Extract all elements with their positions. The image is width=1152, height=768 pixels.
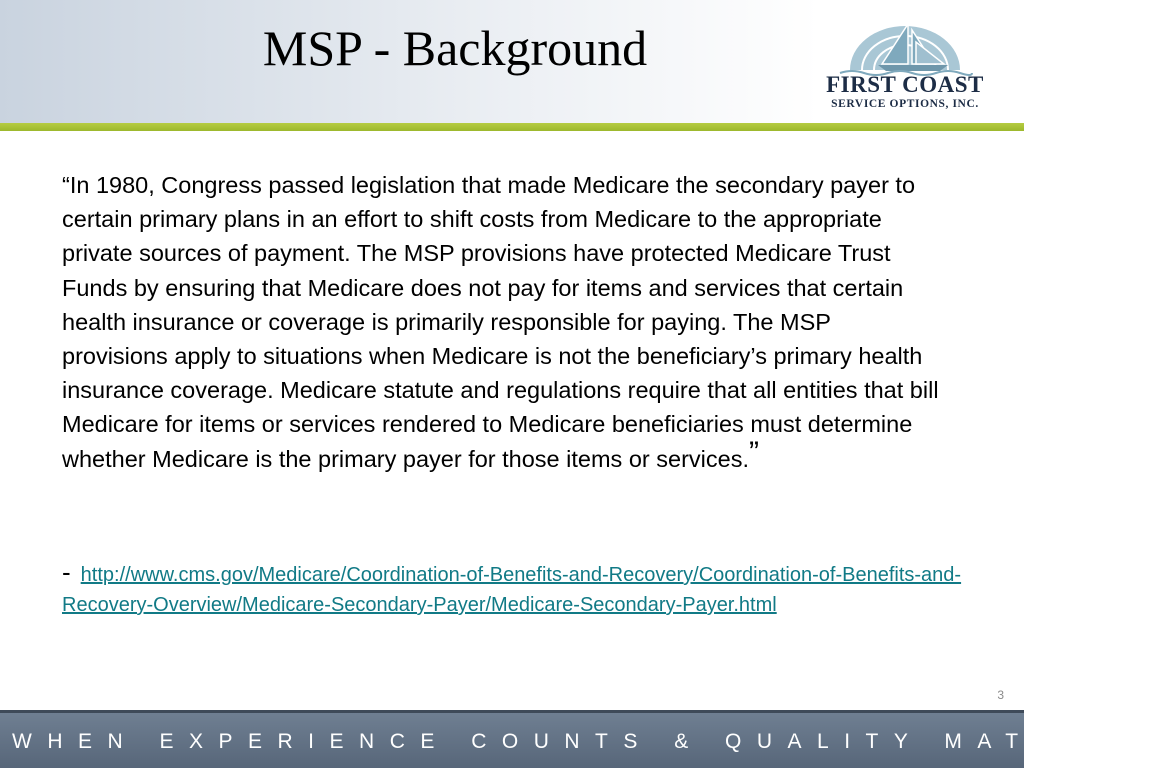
footer-band	[0, 710, 1152, 768]
logo-name: FIRST COAST	[826, 72, 984, 97]
header-divider	[0, 123, 1024, 131]
quote-text: “In 1980, Congress passed legislation that made Medicare the secondary payer to certain primary plans in an effort to shift costs from Medicare to the appropriate private sources of payment. The MSP provisions have protected Medicare Trust Funds by ensuring that Medicare does not pay for items and services that certain health insurance or coverage is primarily responsible for paying. The MSP provisions apply to situations when Medicare is not the beneficiary’s primary health insurance coverage. Medicare statute and regulations require that all entities that bill Medicare for items or services rendered to Medicare beneficiaries must determine whether Medicare is the primary payer for those items or services.	[62, 172, 939, 472]
logo-subname: SERVICE OPTIONS, INC.	[831, 98, 979, 110]
slide-number: 3	[997, 688, 1004, 702]
source-citation	[62, 557, 962, 620]
source-link[interactable]: http://www.cms.gov/Medicare/Coordination-of-Benefits-and-Recovery/Coordination-of-Benefits-and-Recovery-Overview/Medicare-Secondary-Payer/Medicare-Secondary-Payer.html	[62, 564, 962, 616]
citation-dash: -	[62, 557, 71, 587]
footer-tagline: WHEN EXPERIENCE COUNTS & QUALITY MATTERS	[12, 730, 1152, 753]
quote-paragraph	[62, 168, 942, 476]
company-logo	[822, 20, 988, 116]
sailboat-icon	[822, 20, 988, 76]
close-quote-mark: ”	[748, 435, 759, 469]
slide-title: MSP - Background	[262, 20, 648, 76]
